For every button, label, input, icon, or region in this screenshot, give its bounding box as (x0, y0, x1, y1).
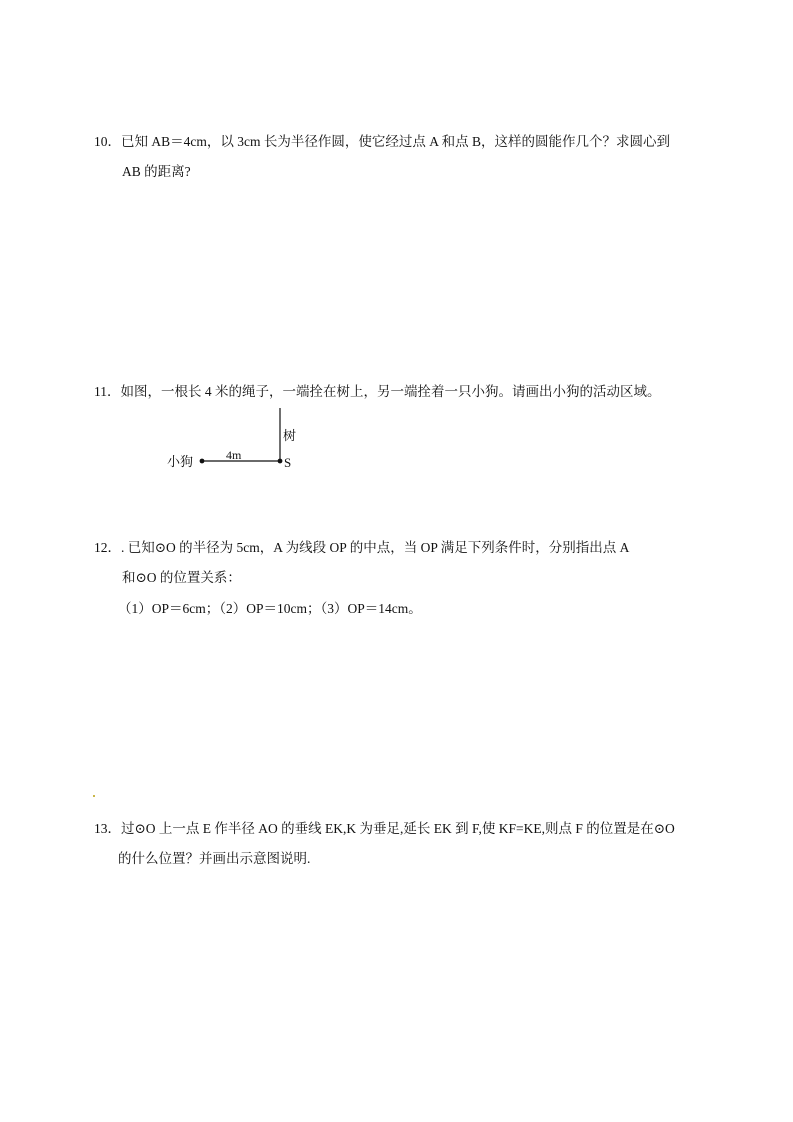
question-13-text: 13．过⊙O 上一点 E 作半径 AO 的垂线 EK,K 为垂足,延长 EK 到 F,使 KF=KE,则点 F 的位置是在⊙O (94, 821, 675, 836)
stray-dot-mark (93, 795, 95, 797)
question-10-text-continued: AB 的距离? (122, 164, 191, 179)
question-12-text: 12．. 已知⊙O 的半径为 5cm，A 为线段 OP 的中点，当 OP 满足下列条件时，分别指出点 A (94, 540, 630, 555)
tree-label: 树 (283, 428, 297, 443)
question-11-text: 11．如图，一根长 4 米的绳子，一端拴在树上，另一端拴着一只小狗。请画出小狗的活动区域。 (94, 384, 661, 399)
question-12-conditions: （1）OP＝6cm；（2）OP＝10cm；（3）OP＝14cm。 (118, 601, 422, 616)
rope-length-label: 4m (226, 448, 242, 462)
dog-rope-diagram (160, 400, 320, 480)
tree-point-s (278, 459, 283, 464)
dog-point (200, 459, 205, 464)
dog-label: 小狗 (167, 454, 194, 469)
point-s-label: S (284, 455, 292, 470)
question-10-text: 10．已知 AB＝4cm，以 3cm 长为半径作圆，使它经过点 A 和点 B，这样的圆能作几个？求圆心到 (94, 134, 670, 149)
question-13-text-continued: 的什么位置？并画出示意图说明. (118, 851, 311, 866)
question-12-text-continued: 和⊙O 的位置关系： (122, 570, 241, 585)
